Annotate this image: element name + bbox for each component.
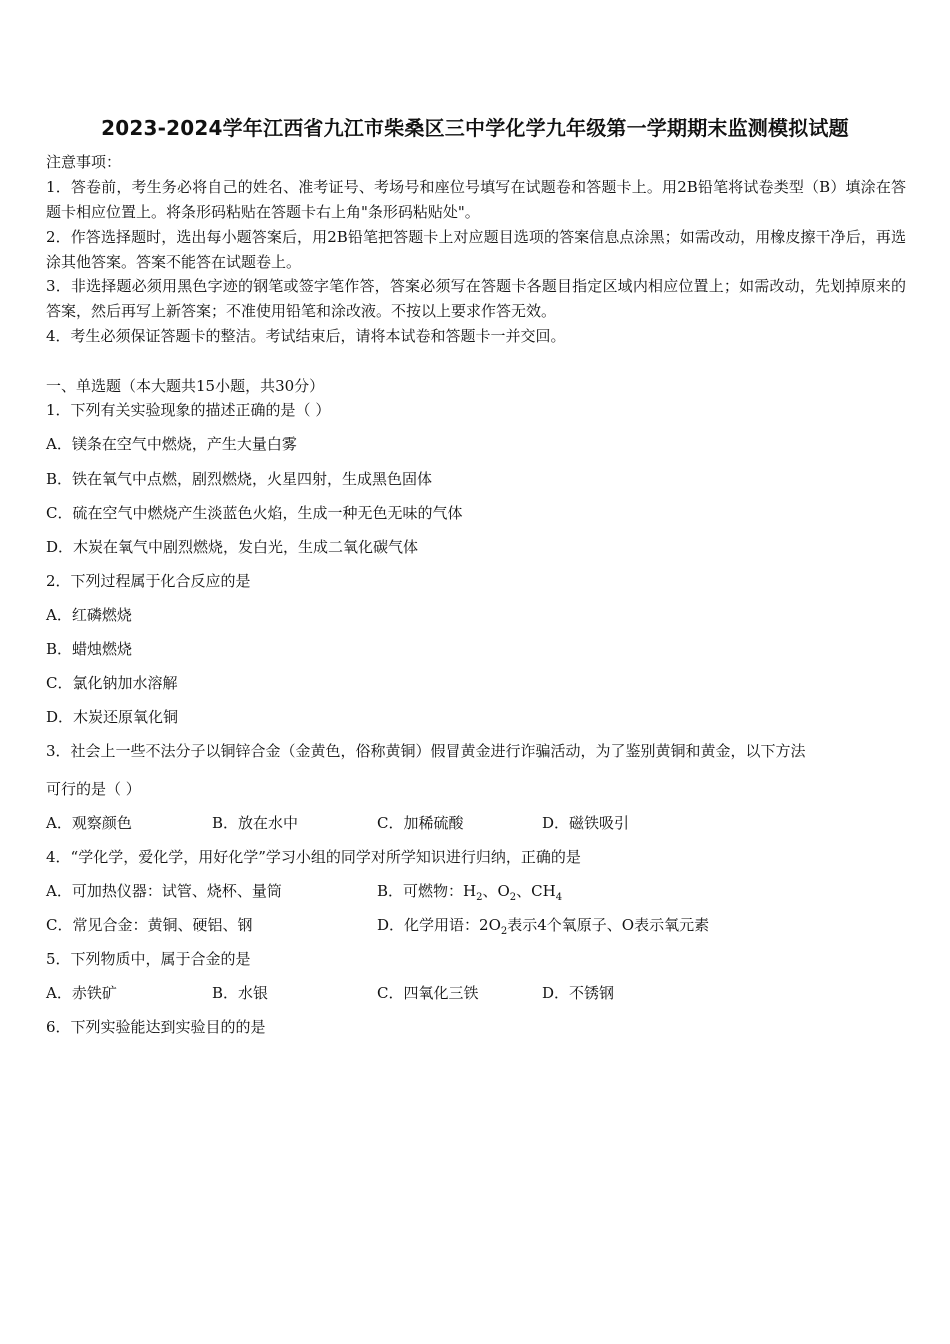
q5-option-a: A．赤铁矿 [46, 984, 117, 1002]
q4-option-b: B．可燃物：$H_2$、$O_2$、$CH_4$ [377, 882, 563, 903]
q3-option-b: B．放在水中 [212, 814, 299, 832]
notice-item-3: 3．非选择题必须用黑色字迹的钢笔或签字笔作答，答案必须写在答题卡各题目指定区域内相应位置上；如需改动，先划掉原来的答案，然后再写上新答案；不准使用铅笔和涂改液。不按以上要求作答无效。 [46, 277, 906, 320]
q2-option-b: B．蜡烛燃烧 [46, 640, 133, 658]
q4-option-a: A．可加热仪器：试管、烧杯、量筒 [46, 882, 282, 900]
q1-option-d: D．木炭在氧气中剧烈燃烧，发白光，生成二氧化碳气体 [46, 538, 419, 556]
q3-stem-line2: 可行的是（ ） [46, 780, 141, 798]
section-heading: 一、单选题（本大题共15小题，共30分） [46, 377, 325, 395]
q4-option-c: C．常见合金：黄铜、硬铝、钢 [46, 916, 253, 934]
notice-item-1: 1．答卷前，考生务必将自己的姓名、准考证号、考场号和座位号填写在试题卷和答题卡上。用2B铅笔将试卷类型（B）填涂在答题卡相应位置上。将条形码粘贴在答题卡右上角"条形码粘贴处"。 [46, 178, 906, 221]
q2-option-d: D．木炭还原氧化铜 [46, 708, 179, 726]
q2-stem: 2．下列过程属于化合反应的是 [46, 572, 251, 590]
q1-option-b: B．铁在氧气中点燃，剧烈燃烧，火星四射，生成黑色固体 [46, 470, 433, 488]
q3-stem-line1: 3．社会上一些不法分子以铜锌合金（金黄色，俗称黄铜）假冒黄金进行诈骗活动，为了鉴别黄铜和黄金，以下方法 [46, 742, 806, 760]
notice-heading: 注意事项： [46, 153, 122, 171]
q6-stem: 6．下列实验能达到实验目的的是 [46, 1018, 266, 1036]
q3-option-c: C．加稀硫酸 [377, 814, 464, 832]
q4-stem: 4．“学化学，爱化学，用好化学”学习小组的同学对所学知识进行归纳，正确的是 [46, 848, 581, 866]
q1-option-a: A．镁条在空气中燃烧，产生大量白雾 [46, 435, 297, 453]
q5-option-b: B．水银 [212, 984, 269, 1002]
q1-stem: 1．下列有关实验现象的描述正确的是（ ） [46, 401, 331, 419]
q1-option-c: C．硫在空气中燃烧产生淡蓝色火焰，生成一种无色无味的气体 [46, 504, 463, 522]
notice-item-2: 2．作答选择题时，选出每小题答案后，用2B铅笔把答题卡上对应题目选项的答案信息点涂黑；如需改动，用橡皮擦干净后，再选涂其他答案。答案不能答在试题卷上。 [46, 228, 906, 271]
q3-option-d: D．磁铁吸引 [542, 814, 630, 832]
q2-option-c: C．氯化钠加水溶解 [46, 674, 178, 692]
q4-option-d: D．化学用语：$2O_2$表示4个氧原子、O表示氧元素 [377, 916, 710, 937]
q5-stem: 5．下列物质中，属于合金的是 [46, 950, 251, 968]
notice-item-4: 4．考生必须保证答题卡的整洁。考试结束后，请将本试卷和答题卡一并交回。 [46, 327, 566, 345]
q3-option-a: A．观察颜色 [46, 814, 132, 832]
q5-option-d: D．不锈钢 [542, 984, 615, 1002]
q5-option-c: C．四氧化三铁 [377, 984, 479, 1002]
q2-option-a: A．红磷燃烧 [46, 606, 132, 624]
exam-title: 2023-2024学年江西省九江市柴桑区三中学化学九年级第一学期期末监测模拟试题 [101, 116, 849, 140]
